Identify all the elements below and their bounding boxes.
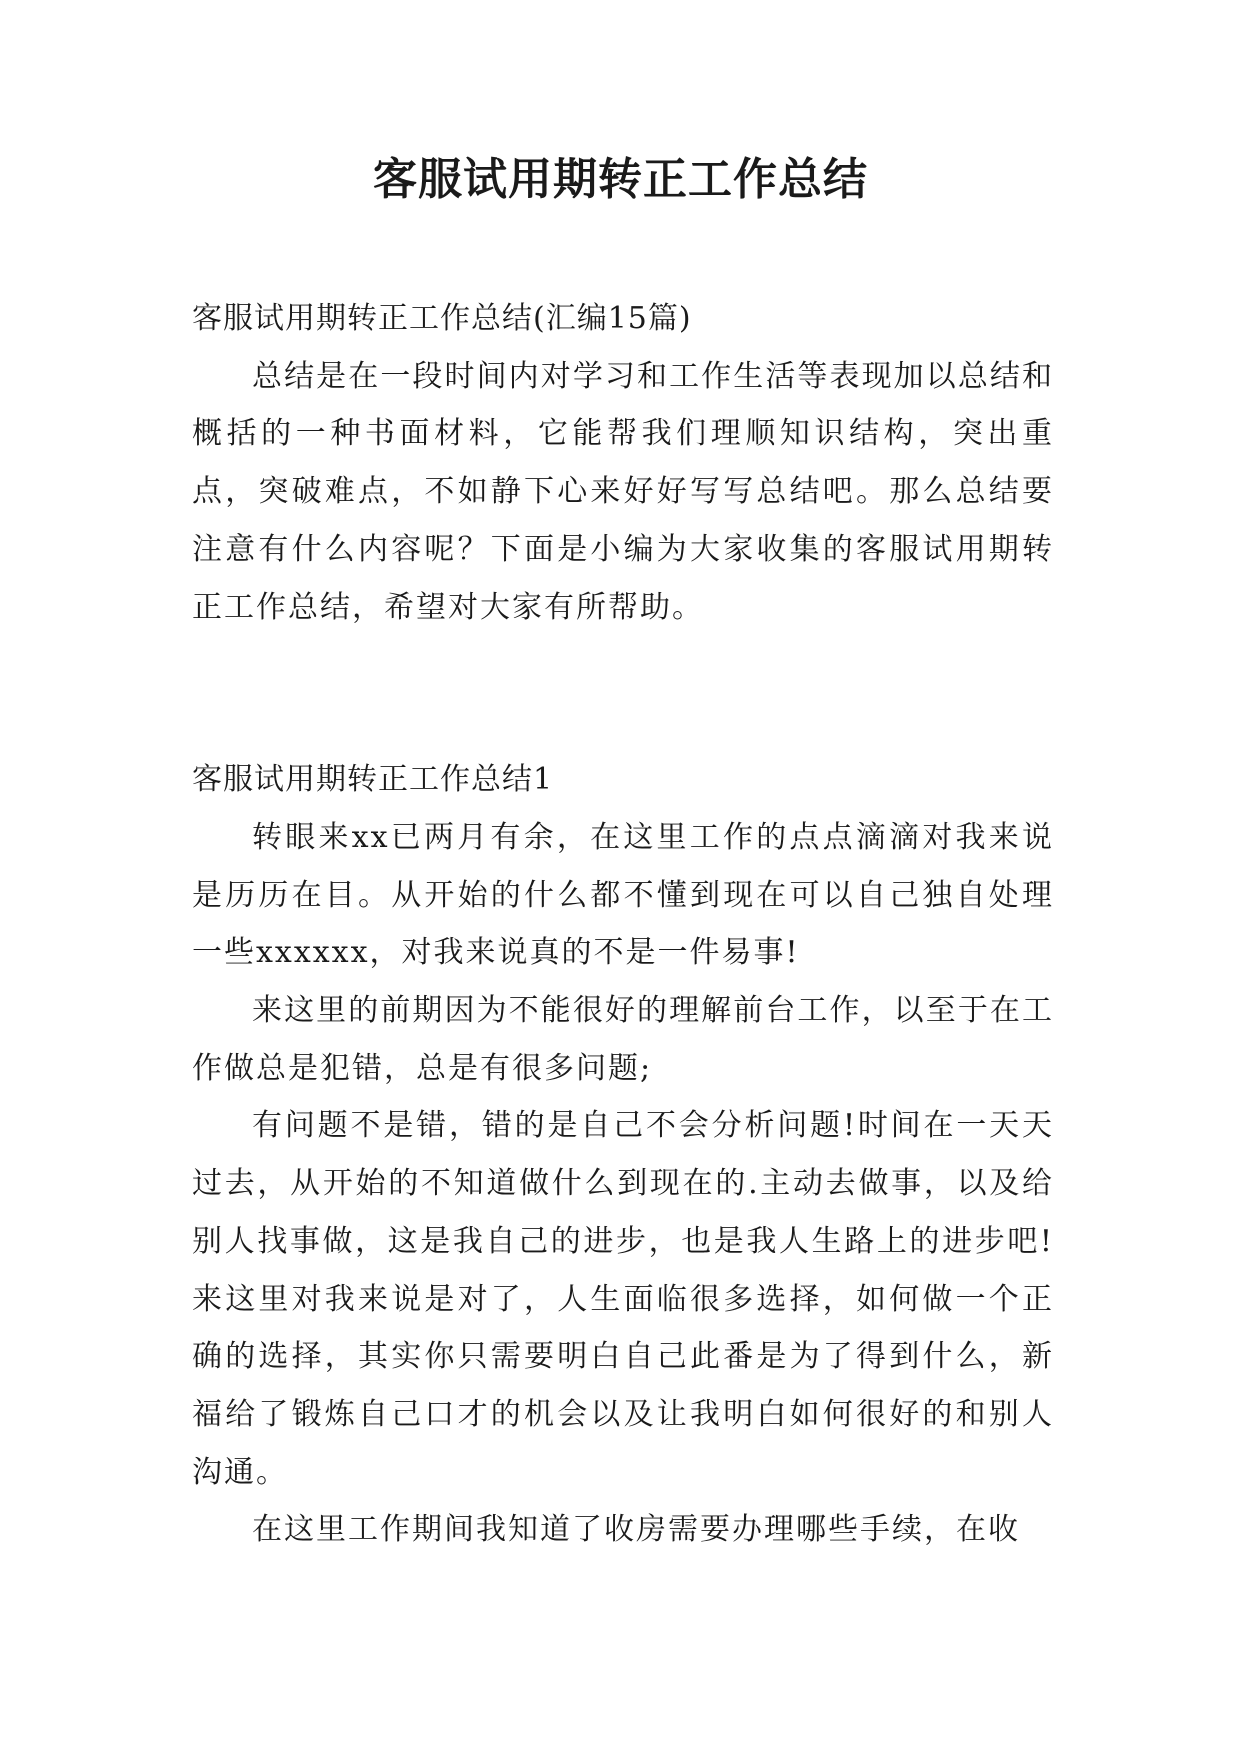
body-paragraph: 来这里的前期因为不能很好的理解前台工作，以至于在工作做总是犯错，总是有很多问题; [192, 993, 1054, 1086]
body-paragraph: 转眼来xx已两月有余，在这里工作的点点滴滴对我来说是历历在目。从开始的什么都不懂到现在可以自己独自处理一些xxxxxx，对我来说真的不是一件易事! [192, 819, 1054, 971]
section-spacer [192, 636, 1054, 751]
intro-paragraph: 总结是在一段时间内对学习和工作生活等表现加以总结和概括的一种书面材料，它能帮我们理顺知识结构，突出重点，突破难点，不如静下心来好好写写总结吧。那么总结要注意有什么内容呢？下面是小编为大家收集的客服试用期转正工作总结，希望对大家有所帮助。 [192, 358, 1054, 625]
document-subtitle: 客服试用期转正工作总结(汇编15篇) [192, 301, 692, 336]
body-paragraph: 在这里工作期间我知道了收房需要办理哪些手续，在收 [252, 1512, 1020, 1548]
body-paragraph: 有问题不是错，错的是自己不会分析问题!时间在一天天过去，从开始的不知道做什么到现在的.主动去做事，以及给别人找事做，这是我自己的进步，也是我人生路上的进步吧!来这里对我来说是对了，人生面临很多选择，如何做一个正确的选择，其实你只需要明白自己此番是为了得到什么，新福给了锻炼自己口才的机会以及让我明白如何很好的和别人沟通。 [192, 1108, 1054, 1490]
document-body [192, 290, 1054, 1559]
section-heading: 客服试用期转正工作总结1 [192, 762, 554, 798]
document-title: 客服试用期转正工作总结 [373, 154, 868, 205]
